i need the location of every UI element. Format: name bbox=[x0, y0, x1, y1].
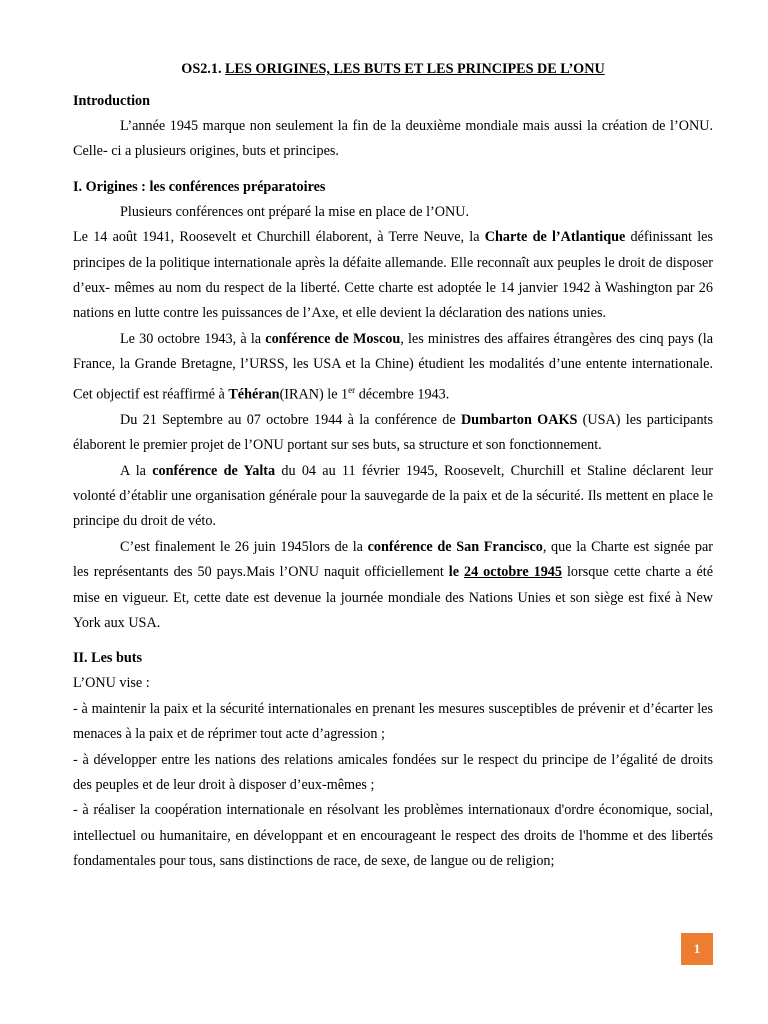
title-main: LES ORIGINES, LES BUTS ET LES PRINCIPES DE L’ONU bbox=[225, 61, 605, 77]
date-24-octobre-1945: 24 octobre 1945 bbox=[464, 564, 562, 581]
section1-paragraph-1: Plusieurs conférences ont préparé la mise en place de l’ONU. bbox=[120, 203, 470, 220]
intro-heading: Introduction bbox=[73, 93, 150, 109]
section1-heading: I. Origines : les conférences préparatoires bbox=[73, 178, 326, 195]
section1-paragraph-6: C’est finalement le 26 juin 1945lors de la conférence de San Francisco, que la Charte est signée par les représentants des 50 pays.Mais l’ONU naquit officiellement le 24 octobre 1945 lorsque cette charte a été mise en vigueur. Et, cette date est devenue la journée mondiale des Nations Unies et son siège est fixé à New York aux USA. bbox=[73, 538, 713, 632]
list-item: - à maintenir la paix et la sécurité internationales en prenant les mesures susceptibles de prévenir et d’écarter les menaces à la paix et de réprimer tout acte d’agression ; bbox=[73, 700, 713, 743]
teheran: Téhéran bbox=[228, 386, 280, 403]
page-number-badge: 1 bbox=[681, 933, 713, 965]
document-title bbox=[73, 58, 713, 80]
conference-yalta: conférence de Yalta bbox=[152, 462, 276, 479]
section1-paragraph-2: Le 14 août 1941, Roosevelt et Churchill élaborent, à Terre Neuve, la Charte de l’Atlantique définissant les principes de la politique internationale après la défaite allemande. Elle reconnaît aux peuples le droit de disposer d’eux- mêmes au nom du respect de la liberté. Cette charte est adoptée le 14 janvier 1942 à Washington par 26 nations en lutte contre les puissances de l’Axe, et elle devient la déclaration des nations unies. bbox=[73, 229, 713, 322]
document-body bbox=[73, 58, 713, 875]
intro-paragraph: L’année 1945 marque non seulement la fin de la deuxième mondiale mais aussi la création de l’ONU. Celle- ci a plusieurs origines, buts et principes. bbox=[73, 118, 713, 160]
list-item: - à développer entre les nations des relations amicales fondées sur le respect du principe de l’égalité de droits des peuples et de leur droit à disposer d’eux-mêmes ; bbox=[73, 751, 713, 794]
list-item: - à réaliser la coopération internationale en résolvant les problèmes internationaux d'ordre économique, social, intellectuel ou humanitaire, en développant et en encourageant le respect des droits de l'homme et des libertés fondamentales pour tous, sans distinctions de race, de sexe, de langue ou de religion; bbox=[73, 802, 713, 870]
section1-paragraph-4: Du 21 Septembre au 07 octobre 1944 à la conférence de Dumbarton OAKS (USA) les participants élaborent le premier projet de l’ONU portant sur ses buts, sa structure et son fonctionnement. bbox=[73, 411, 713, 454]
section2-lead: L’ONU vise : bbox=[73, 675, 150, 692]
section2-heading: II. Les buts bbox=[73, 650, 142, 667]
title-prefix: OS2.1. bbox=[181, 61, 222, 77]
dumbarton-oaks: Dumbarton OAKS bbox=[460, 411, 578, 428]
charte-atlantique: Charte de l’Atlantique bbox=[484, 229, 626, 246]
section1-paragraph-5: A la conférence de Yalta du 04 au 11 février 1945, Roosevelt, Churchill et Staline déclarent leur volonté d’établir une organisation générale pour la sauvegarde de la paix et de la sécurité. Ils mettent en place le principe du droit de véto. bbox=[73, 462, 714, 530]
conference-moscou: conférence de Moscou bbox=[265, 330, 401, 347]
section1-paragraph-3: Le 30 octobre 1943, à la conférence de Moscou, les ministres des affaires étrangères des cinq pays (la France, la Grande Bretagne, l’URSS, les USA et la Chine) étudient les modalités d’une entente internationale. Cet objectif est réaffirmé à Téhéran(IRAN) le 1er décembre 1943. bbox=[73, 330, 713, 403]
conference-san-francisco: conférence de San Francisco bbox=[367, 538, 543, 555]
